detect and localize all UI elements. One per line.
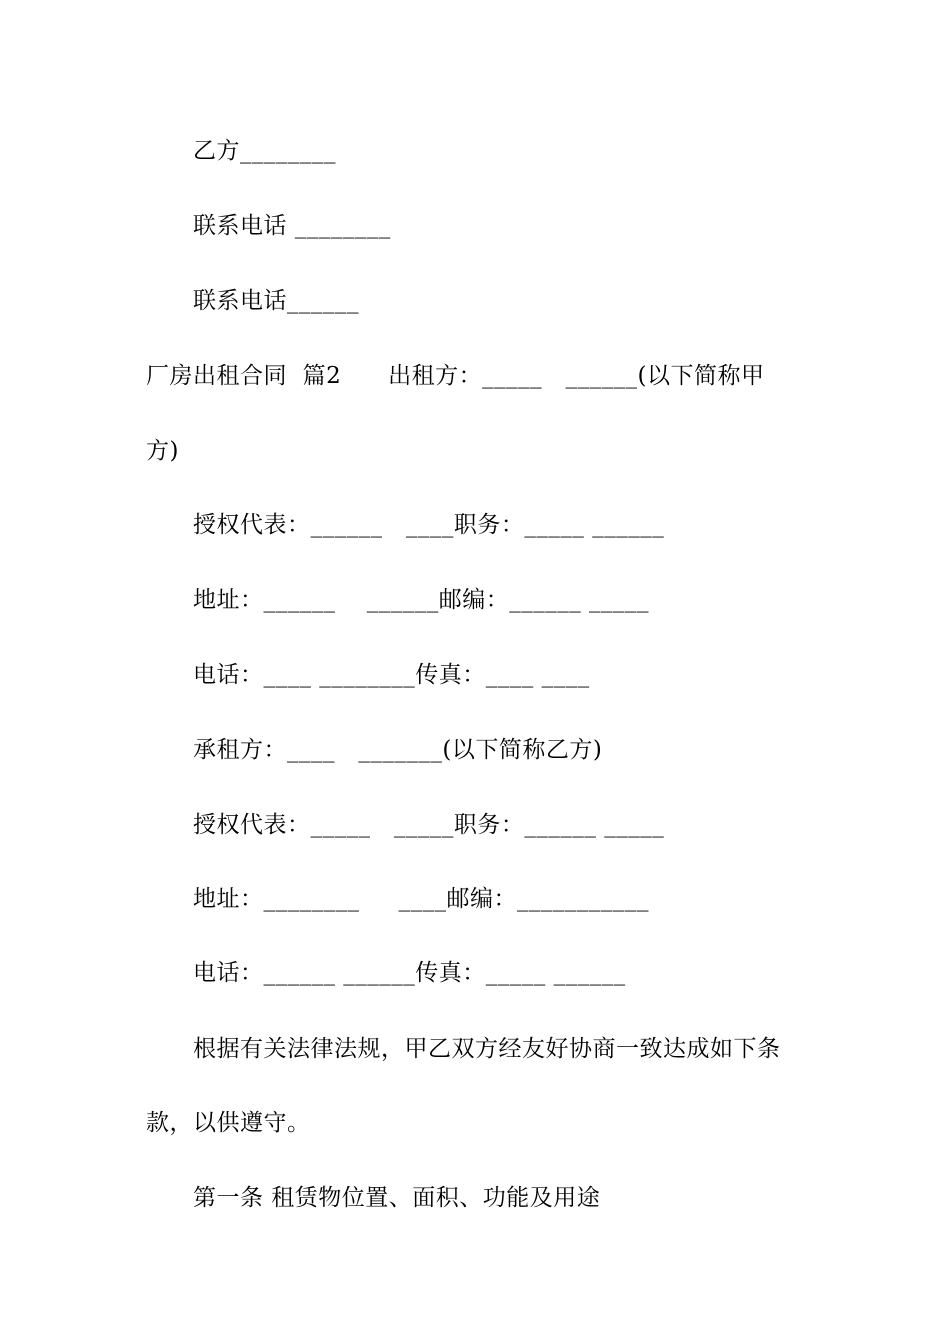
lessor-abbrev-cont: 方) (146, 438, 179, 464)
party-b-line: 乙方________ (193, 138, 336, 164)
lessor-representative: 授权代表：______ ____职务：_____ ______ (193, 512, 665, 538)
agreement-paragraph: 根据有关法律法规，甲乙双方经友好协商一致达成如下条 (193, 1036, 781, 1062)
contract-heading-lessor: 厂房出租合同 篇2 出租方：_____ ______(以下简称甲 (146, 363, 765, 389)
article-one-heading: 第一条 租赁物位置、面积、功能及用途 (193, 1185, 601, 1211)
lessor-phone-fax: 电话：____ ________传真：____ ____ (193, 662, 590, 688)
agreement-paragraph-cont: 款，以供遵守。 (146, 1110, 311, 1136)
lessee-representative: 授权代表：_____ _____职务：______ _____ (193, 812, 665, 838)
lessee-phone-fax: 电话：______ ______传真：_____ ______ (193, 960, 626, 986)
lessee-line: 承租方：____ _______(以下简称乙方) (193, 737, 603, 763)
lessee-address: 地址：________ ____邮编：___________ (193, 886, 650, 912)
contact-phone-line: 联系电话 ________ (193, 213, 391, 239)
lessor-address: 地址：______ ______邮编：______ _____ (193, 587, 650, 613)
contact-phone-line-2: 联系电话______ (193, 288, 359, 314)
